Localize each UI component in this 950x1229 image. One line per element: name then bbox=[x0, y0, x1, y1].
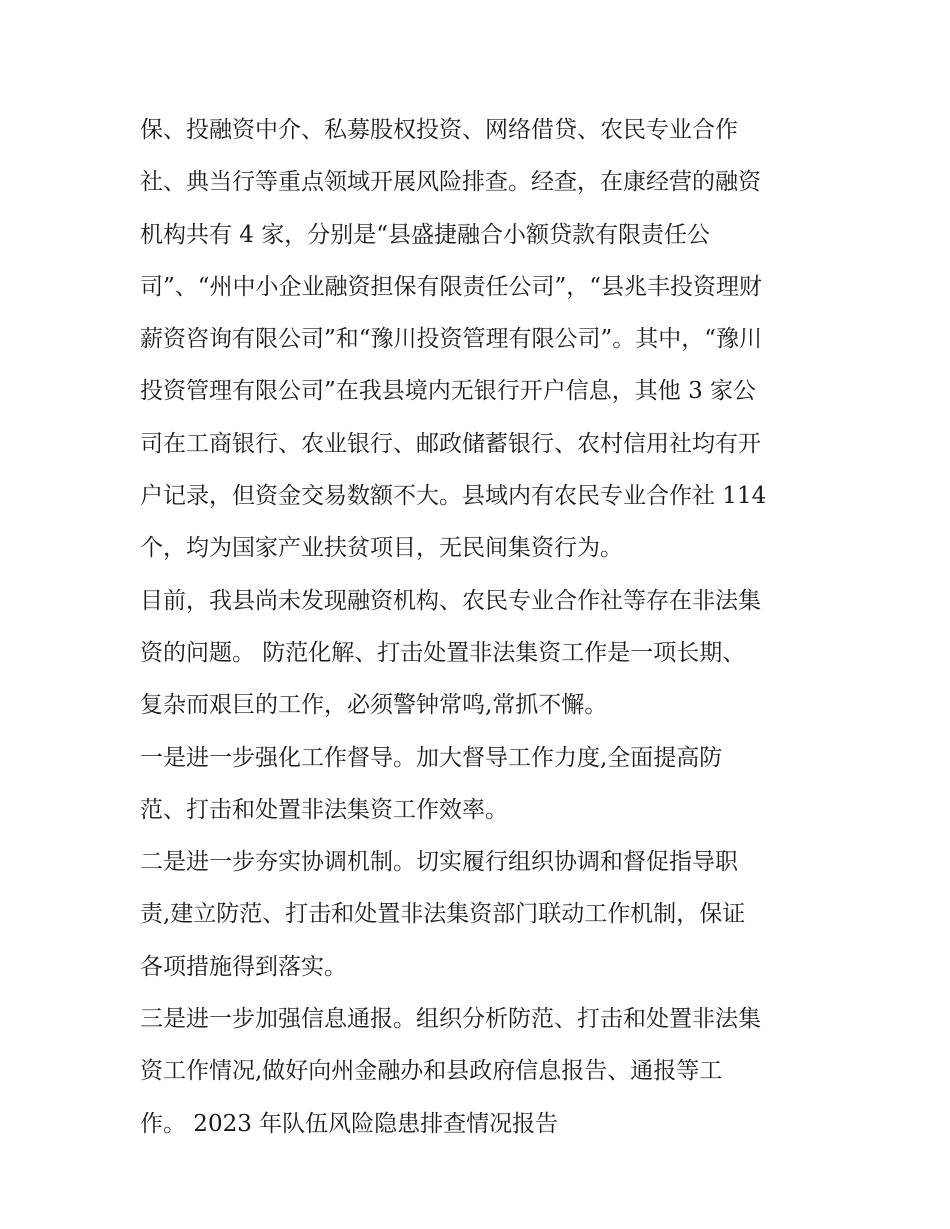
text-line: 薪资咨询有限公司”和“豫川投资管理有限公司”。其中，“豫川 bbox=[140, 326, 763, 353]
text-line: 资工作情况,做好向州金融办和县政府信息报告、通报等工 bbox=[140, 1058, 723, 1085]
text-line: 二是进一步夯实协调机制。切实履行组织协调和督促指导职 bbox=[140, 849, 738, 876]
text-line: 各项措施得到落实。 bbox=[140, 953, 347, 980]
text-line: 社、典当行等重点领域开展风险排查。经查，在康经营的融资 bbox=[140, 169, 761, 196]
text-line: 个，均为国家产业扶贫项目，无民间集资行为。 bbox=[140, 535, 623, 562]
text-line: 责,建立防范、打击和处置非法集资部门联动工作机制，保证 bbox=[140, 901, 746, 928]
text-line: 复杂而艰巨的工作，必须警钟常鸣,常抓不懈。 bbox=[140, 692, 608, 719]
text-line: 作。 2023 年队伍风险隐患排查情况报告 bbox=[140, 1110, 559, 1137]
text-line: 一是进一步强化工作督导。加大督导工作力度,全面提高防 bbox=[140, 744, 723, 771]
text-line: 机构共有 4 家，分别是“县盛捷融合小额贷款有限责任公 bbox=[140, 221, 711, 248]
text-line: 资的问题。 防范化解、打击处置非法集资工作是一项长期、 bbox=[140, 639, 746, 666]
text-line: 投资管理有限公司”在我县境内无银行开户信息，其他 3 家公 bbox=[140, 378, 757, 405]
document-body-text bbox=[140, 104, 830, 1150]
text-line: 司在工商银行、农业银行、邮政储蓄银行、农村信用社均有开 bbox=[140, 430, 761, 457]
text-line: 目前，我县尚未发现融资机构、农民专业合作社等存在非法集 bbox=[140, 587, 761, 614]
text-line: 户记录，但资金交易数额不大。县域内有农民专业合作社 114 bbox=[140, 483, 767, 510]
text-line: 三是进一步加强信息通报。组织分析防范、打击和处置非法集 bbox=[140, 1006, 761, 1033]
text-line: 保、投融资中介、私募股权投资、网络借贷、农民专业合作 bbox=[140, 117, 738, 143]
text-line: 范、打击和处置非法集资工作效率。 bbox=[140, 796, 508, 823]
text-line: 司”、“州中小企业融资担保有限责任公司”，“县兆丰投资理财 bbox=[140, 273, 763, 300]
